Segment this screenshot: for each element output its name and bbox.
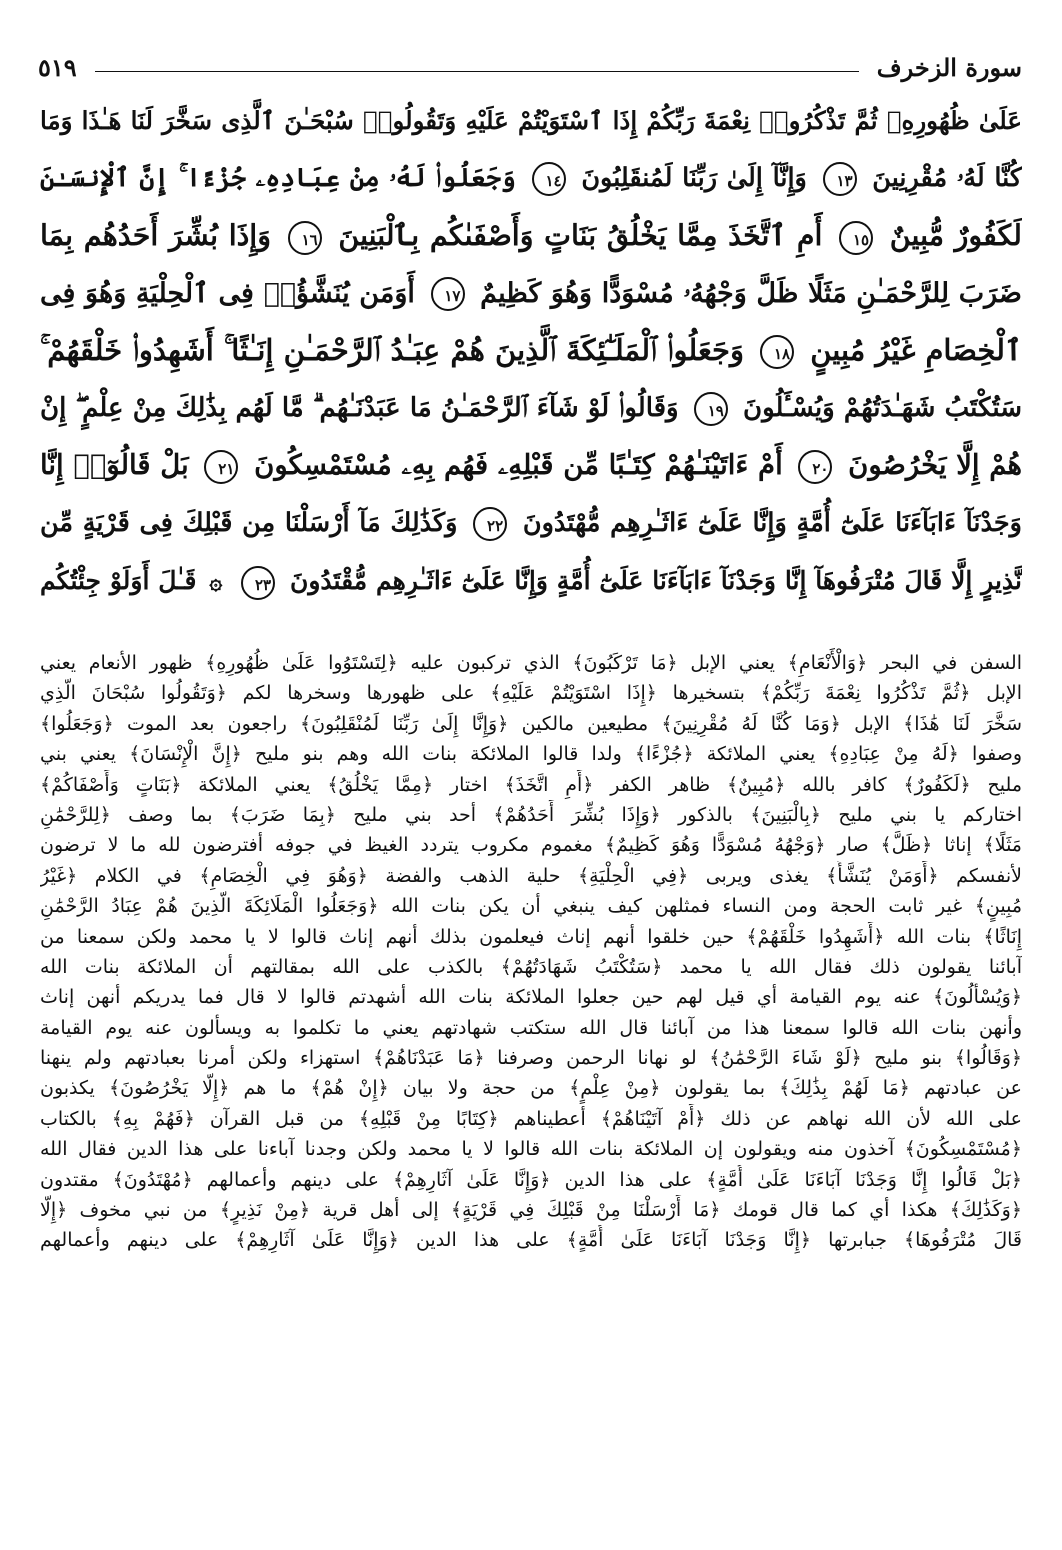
quran-line [40, 92, 1022, 150]
verse-text: أَمِ ٱتَّخَذَ مِمَّا يَخْلُقُ بَنَاتٍ وَأَصْفَىٰكُم بِٱلْبَنِينَ [338, 218, 823, 252]
tafsir-line: على الله لأن الله نهاهم عن ذلك ﴿أَمْ آتَيْنَاهُمْ﴾ أعطيناهم ﴿كِتَابًا مِنْ قَبْلِهِ﴾ من قبل القرآن ﴿فَهُمْ بِهِ﴾ بالكتاب [40, 1107, 1022, 1130]
tafsir-line: آبائنا يقولون ذلك فقال الله يا محمد ﴿سَتُكْتَبُ شَهَادَتُهُمْ﴾ بالكذب على الله بمقالتهم أن الملائكة بنات الله [40, 955, 1022, 978]
tafsir-line: ﴿وَقَالُوا﴾ بنو مليح ﴿لَوْ شَاءَ الرَّحْمَٰنُ﴾ لو نهانا الرحمن وصرفنا ﴿مَا عَبَدْنَاهُمْ﴾ استهزاء ولكن أمرنا بعبادتهم ولم ينهنا [40, 1047, 1022, 1070]
ayah-number-marker: ٢٢ [473, 507, 507, 541]
tafsir-line: الإبل ﴿ثُمَّ تَذْكُرُوا نِعْمَةَ رَبِّكُمْ﴾ بتسخيرها ﴿إِذَا اسْتَوَيْتُمْ عَلَيْهِ﴾ على ظهورها وسخرها لكم ﴿وَتَقُولُوا سُبْحَانَ الَّذِي [40, 682, 1022, 705]
verse-text: وَكَذَٰلِكَ مَآ أَرْسَلْنَا مِن قَبْلِكَ فِى قَرْيَةٍ مِّن [40, 507, 458, 538]
quran-line [40, 380, 1022, 438]
page-header [38, 48, 1022, 86]
tafsir-line: ﴿مُسْتَمْسِكُونَ﴾ آخذون منه ويقولون إن الملائكة بنات الله قالوا لا يا محمد ولكن وجدنا آباءنا على هذا الدين فقال الله [40, 1138, 1022, 1161]
verse-text: سَتُكْتَبُ شَهَـٰدَتُهُمْ وَيُسْـَٔلُونَ [743, 392, 1022, 423]
ayah-number-marker: ١٨ [760, 335, 794, 369]
quran-line [40, 150, 1022, 208]
ayah-number-marker: ١٧ [431, 277, 465, 311]
verse-text: ٱلْخِصَامِ غَيْرُ مُبِينٍ [810, 333, 1022, 367]
quran-line [40, 207, 1022, 265]
ayah-number-marker: ٢٣ [241, 566, 275, 600]
verse-text: هُمْ إِلَّا يَخْرُصُونَ [848, 449, 1022, 481]
tafsir-line: اختاركم يا بني مليح ﴿بِالْبَنِينَ﴾ بالذكور ﴿وَإِذَا بُشِّرَ أَحَدُهُمْ﴾ أحد بني مليح ﴿بِمَا ضَرَبَ﴾ بما وصف ﴿لِلرَّحْمَٰنِ [40, 803, 1022, 826]
ayah-number-marker: ١٥ [839, 221, 873, 255]
verse-text: قَـٰلَ أَوَلَوْ جِئْتُكُم [40, 566, 197, 595]
verse-text: وَإِنَّآ إِلَىٰ رَبِّنَا لَمُنقَلِبُونَ [581, 162, 807, 193]
quran-line [40, 265, 1022, 323]
verse-text: كُنَّا لَهُۥ مُقْرِنِينَ [872, 162, 1022, 193]
tafsir-line: مَثَلًا﴾ إناثا ﴿ظَلَّ﴾ صار ﴿وَجْهُهُ مُسْوَدًّا وَهُوَ كَظِيمٌ﴾ مغموم مكروب يتردد الغيظ في جوفه أفترضون لله ما لا ترضون [40, 834, 1022, 857]
tafsir-line: سَخَّرَ لَنَا هَٰذَا﴾ الإبل ﴿وَمَا كُنَّا لَهُ مُقْرِنِينَ﴾ مطيعين مالكين ﴿وَإِنَّا إِلَىٰ رَبِّنَا لَمُنْقَلِبُونَ﴾ راجعون بعد الموت ﴿وَجَعَلُوا﴾ [40, 712, 1022, 735]
tafsir-line: إِنَاثًا﴾ بنات الله ﴿أَشَهِدُوا خَلْقَهُمْ﴾ حين خلقوا أنهم إناث فيعلمون بذلك أنهم إناث قالوا لا يا محمد ولكن سمعنا من [40, 925, 1022, 948]
tafsir-line: قَالَ مُتْرَفُوهَا﴾ جبابرتها ﴿إِنَّا وَجَدْنَا آبَاءَنَا عَلَىٰ أُمَّةٍ﴾ على هذا الدين ﴿وَإِنَّا عَلَىٰ آثَارِهِمْ﴾ على دينهم وأعمالهم [40, 1229, 1022, 1252]
tafsir-line: ﴿وَيُسْأَلُونَ﴾ عنه يوم القيامة أي قيل لهم حين جعلوا الملائكة بنات الله أشهدتم قالوا لا قال فما يدريكم أنهن إناث [40, 986, 1022, 1009]
tafsir-line: لأنفسكم ﴿أَوَمَنْ يُنَشَّأُ﴾ يغذى ويربى ﴿فِي الْحِلْيَةِ﴾ حلية الذهب والفضة ﴿وَهُوَ فِي الْخِصَامِ﴾ في الكلام ﴿غَيْرُ [40, 864, 1022, 887]
page-number: ٥١٩ [38, 52, 77, 82]
header-rule [95, 71, 859, 72]
verse-text: وَقَالُوا۟ لَوْ شَآءَ ٱلرَّحْمَـٰنُ مَا عَبَدْنَـٰهُم ۗ مَّا لَهُم بِذَٰلِكَ مِنْ عِلْمٍ ۖ إِنْ [40, 392, 679, 423]
tafsir-text-block [40, 648, 1022, 1256]
tafsir-line: ﴿وَكَذَٰلِكَ﴾ هكذا أي كما قال قومك ﴿مَا أَرْسَلْنَا مِنْ قَبْلِكَ فِي قَرْيَةٍ﴾ إلى أهل قرية ﴿مِنْ نَذِيرٍ﴾ من نبي مخوف ﴿إِلَّا [40, 1199, 1022, 1222]
tafsir-line: ﴿بَلْ قَالُوا إِنَّا وَجَدْنَا آبَاءَنَا عَلَىٰ أُمَّةٍ﴾ على هذا الدين ﴿وَإِنَّا عَلَىٰ آثَارِهِمْ﴾ على دينهم وأعمالهم ﴿مُهْتَدُونَ﴾ مقتدون [40, 1168, 1022, 1191]
tafsir-line: وصفوا ﴿لَهُ مِنْ عِبَادِهِ﴾ يعني الملائكة ﴿جُزْءًا﴾ ولدا قالوا الملائكة بنات الله وهم بنو مليح ﴿إِنَّ الْإِنْسَانَ﴾ يعني بني [40, 743, 1022, 766]
tafsir-line: مُبِينٍ﴾ غير ثابت الحجة ومن النساء فمثلهن كيف ينبغي أن يكن بنات الله ﴿وَجَعَلُوا الْمَلَائِكَةَ الَّذِينَ هُمْ عِبَادُ الرَّحْمَٰنِ [40, 895, 1022, 918]
tafsir-line: وأنهن بنات الله قالوا سمعنا هذا من آبائنا قال الله ستكتب شهادتهم يعني ما تكلموا به ويسألون عنه يوم القيامة [40, 1016, 1022, 1039]
hizb-star-icon: ۞ [209, 568, 223, 595]
quran-line [40, 437, 1022, 495]
verse-text: أَوَمَن يُنَشَّؤُا۟ فِى ٱلْحِلْيَةِ وَهُوَ فِى [40, 277, 415, 309]
verse-text: وَجَعَلُوا۟ لَهُۥ مِنْ عِبَادِهِۦ جُزْءًا ۚ إِنَّ ٱلْإِنسَـٰنَ [40, 162, 516, 193]
verse-text: عَلَىٰ ظُهُورِهِۦ ثُمَّ تَذْكُرُوا۟ نِعْمَةَ رَبِّكُمْ إِذَا ٱسْتَوَيْتُمْ عَلَيْهِ وَتَقُولُوا۟ سُبْحَـٰنَ ٱلَّذِى سَخَّرَ لَنَا هَـٰذَا وَمَا [40, 106, 1022, 135]
verse-text: أَمْ ءَاتَيْنَـٰهُمْ كِتَـٰبًا مِّن قَبْلِهِۦ فَهُم بِهِۦ مُسْتَمْسِكُونَ [254, 449, 783, 481]
verse-text: لَكَفُورٌ مُّبِينٌ [889, 218, 1022, 252]
ayah-number-marker: ١٤ [532, 162, 566, 196]
verse-text: وَجَعَلُوا۟ ٱلْمَلَـٰٓئِكَةَ ٱلَّذِينَ هُمْ عِبَـٰدُ ٱلرَّحْمَـٰنِ إِنَـٰثًا ۚ أَشَهِدُوا۟ خَلْقَهُمْ ۚ [40, 333, 744, 367]
tafsir-line: مليح ﴿لَكَفُورٌ﴾ كافر بالله ﴿مُبِينٌ﴾ ظاهر الكفر ﴿أَمِ اتَّخَذَ﴾ اختار ﴿مِمَّا يَخْلُقُ﴾ يعني الملائكة ﴿بَنَاتٍ وَأَصْفَاكُمْ﴾ [40, 773, 1022, 796]
verse-text: وَجَدْنَآ ءَابَآءَنَا عَلَىٰٓ أُمَّةٍ وَإِنَّا عَلَىٰٓ ءَاثَـٰرِهِم مُّهْتَدُونَ [522, 507, 1022, 538]
tafsir-line: السفن في البحر ﴿وَالْأَنْعَامِ﴾ يعني الإبل ﴿مَا تَرْكَبُونَ﴾ الذي تركبون عليه ﴿لِتَسْتَوُوا عَلَىٰ ظُهُورِهِ﴾ ظهور الأنعام يعني [40, 652, 1022, 674]
quran-line [40, 322, 1022, 380]
ayah-number-marker: ١٦ [288, 221, 322, 255]
surah-name: سورة الزخرف [876, 52, 1022, 82]
verse-text: ضَرَبَ لِلرَّحْمَـٰنِ مَثَلًا ظَلَّ وَجْهُهُۥ مُسْوَدًّا وَهُوَ كَظِيمٌ [480, 277, 1022, 309]
quran-line [40, 552, 1022, 610]
ayah-number-marker: ٢١ [204, 450, 238, 484]
ayah-number-marker: ٢٠ [798, 450, 832, 484]
ayah-number-marker: ١٣ [823, 162, 857, 196]
verse-text: وَإِذَا بُشِّرَ أَحَدُهُم بِمَا [40, 218, 271, 252]
quran-text-block [40, 92, 1022, 610]
tafsir-line: عن عبادتهم ﴿مَا لَهُمْ بِذَٰلِكَ﴾ بما يقولون ﴿مِنْ عِلْمٍ﴾ من حجة ولا بيان ﴿إِنْ هُمْ﴾ ما هم ﴿إِلَّا يَخْرُصُونَ﴾ يكذبون [40, 1077, 1022, 1100]
verse-text: بَلْ قَالُوٓا۟ إِنَّا [40, 449, 189, 481]
ayah-number-marker: ١٩ [694, 392, 728, 426]
verse-text: نَّذِيرٍ إِلَّا قَالَ مُتْرَفُوهَآ إِنَّا وَجَدْنَآ ءَابَآءَنَا عَلَىٰٓ أُمَّةٍ وَإِنَّا عَلَىٰٓ ءَاثَـٰرِهِم مُّقْتَدُونَ [290, 566, 1022, 595]
quran-line [40, 495, 1022, 553]
